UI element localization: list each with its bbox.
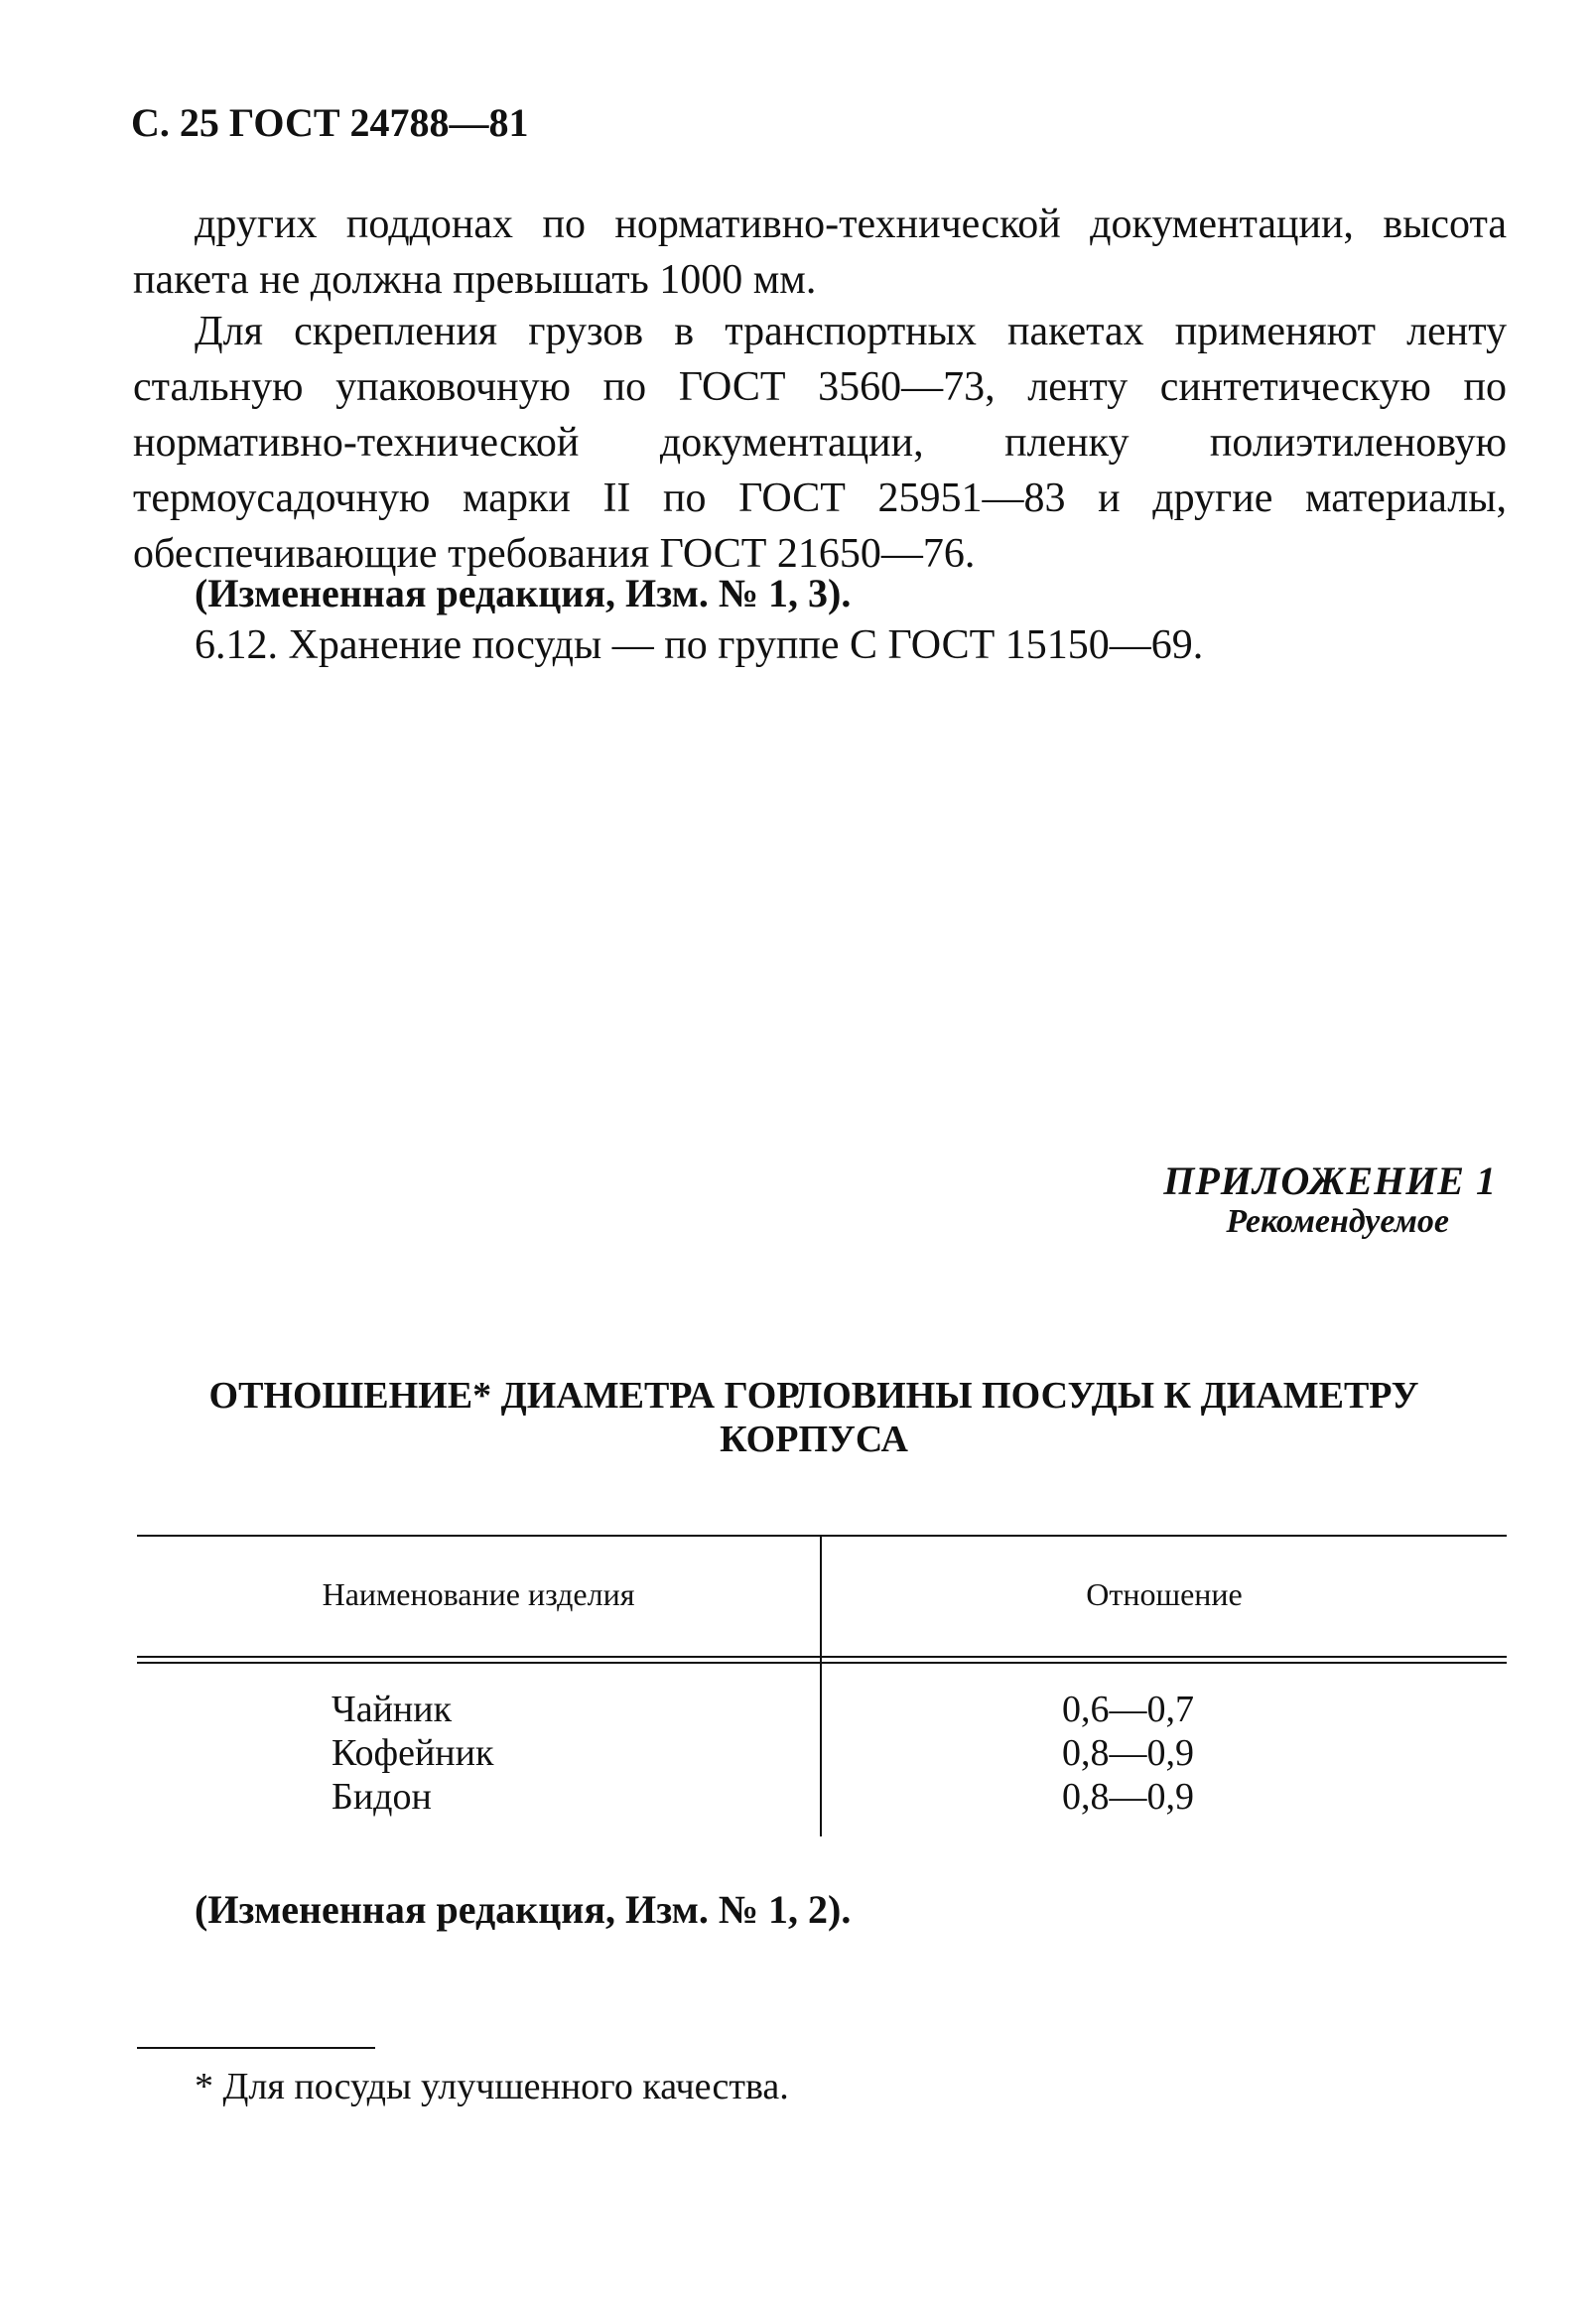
paragraph-storage: 6.12. Хранение посуды — по группе С ГОСТ 15150—69. bbox=[195, 622, 1204, 668]
table-header-ratio: Отношение bbox=[1086, 1576, 1243, 1612]
table-cell-ratio: 0,6—0,7 bbox=[1062, 1689, 1194, 1730]
footnote: * Для посуды улучшенного качества. bbox=[195, 2066, 789, 2107]
page-header: С. 25 ГОСТ 24788—81 bbox=[131, 100, 529, 145]
table-cell-name: Чайник bbox=[332, 1689, 453, 1730]
section-title bbox=[99, 1374, 1529, 1461]
table-cell-name: Бидон bbox=[332, 1776, 432, 1818]
paragraph-fastening: Для скрепления грузов в транспортных пакетах применяют ленту стальную упаковочную по ГОСТ 3560—73, ленту синтетическую по нормативно-технической документации, пленку полиэтиленовую термоусадочную марки II по ГОСТ 25951—83 и другие материалы, обеспечивающие требования ГОСТ 21650—76. bbox=[133, 309, 1507, 577]
table-column-names bbox=[332, 1688, 493, 1819]
section-title-line: КОРПУСА bbox=[720, 1419, 908, 1460]
table-cell-ratio: 0,8—0,9 bbox=[1062, 1732, 1194, 1774]
paragraph-continuation: других поддонах по нормативно-технической документации, высота пакета не должна превышать 1000 мм. bbox=[133, 202, 1507, 303]
appendix-subtitle: Рекомендуемое bbox=[1226, 1203, 1449, 1240]
change-note: (Измененная редакция, Изм. № 1, 2). bbox=[195, 1887, 852, 1932]
table-header-rule bbox=[137, 1662, 1507, 1664]
table-header-rule bbox=[137, 1656, 1507, 1658]
change-note: (Измененная редакция, Изм. № 1, 3). bbox=[195, 571, 852, 615]
table-cell-ratio: 0,8—0,9 bbox=[1062, 1776, 1194, 1818]
table-header-name: Наименование изделия bbox=[322, 1576, 635, 1612]
section-title-line: ОТНОШЕНИЕ* ДИАМЕТРА ГОРЛОВИНЫ ПОСУДЫ К ДИАМЕТРУ bbox=[208, 1375, 1419, 1417]
footnote-rule bbox=[137, 2047, 375, 2049]
table-column-ratios bbox=[1062, 1688, 1194, 1819]
appendix-title: ПРИЛОЖЕНИЕ 1 bbox=[1163, 1158, 1497, 1203]
table-top-rule bbox=[137, 1535, 1507, 1537]
table-cell-name: Кофейник bbox=[332, 1732, 494, 1774]
